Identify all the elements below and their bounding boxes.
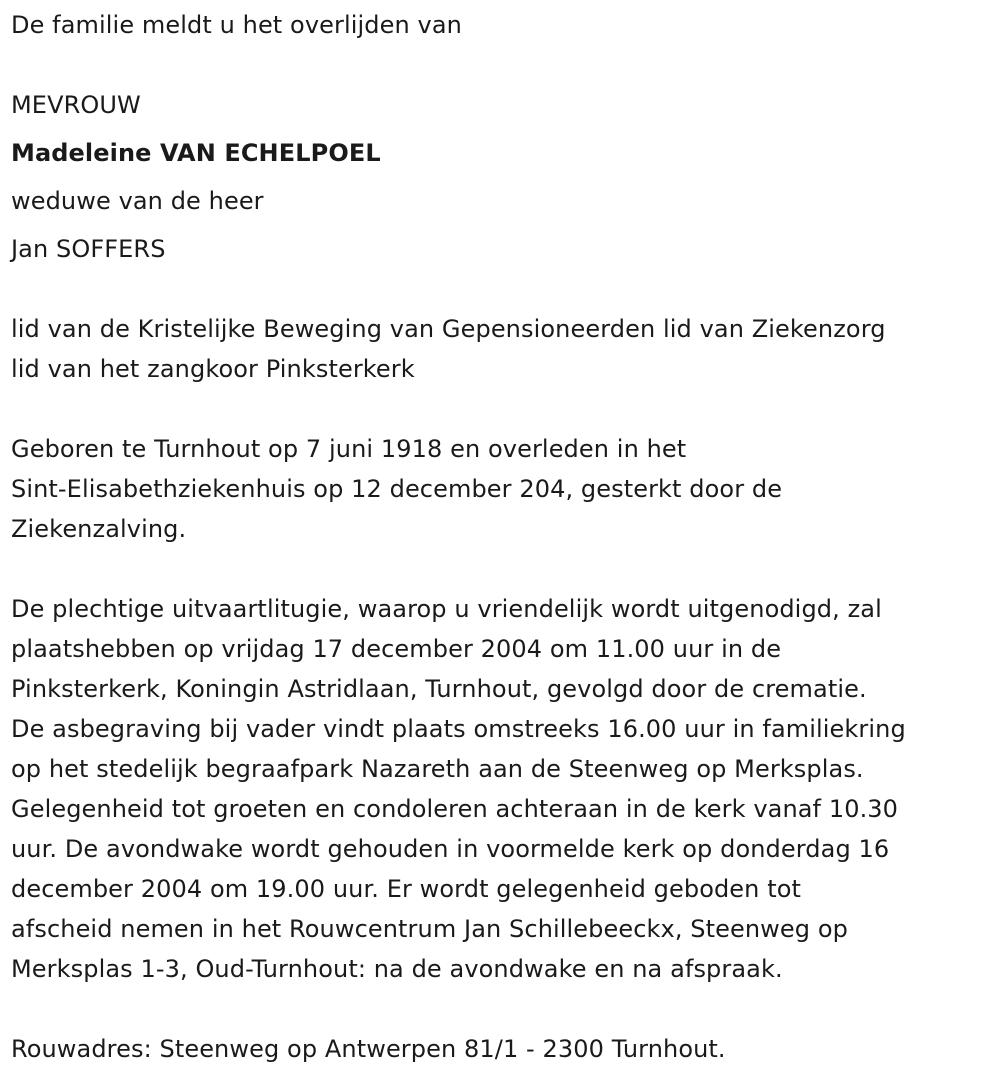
spouse-name: Jan SOFFERS xyxy=(11,235,166,263)
membership-line: lid van het zangkoor Pinksterkerk xyxy=(11,355,415,383)
honorific: MEVROUW xyxy=(11,91,141,119)
birth-death-line: Sint-Elisabethziekenhuis op 12 december 204, gesterkt door de xyxy=(11,475,783,503)
ceremony-line: afscheid nemen in het Rouwcentrum Jan Schillebeeckx, Steenweg op xyxy=(11,915,848,943)
ceremony-line: De plechtige uitvaartlitugie, waarop u vriendelijk wordt uitgenodigd, zal xyxy=(11,595,882,623)
membership-line: lid van de Kristelijke Beweging van Gepensioneerden lid van Ziekenzorg xyxy=(11,315,886,343)
ceremony-line: plaatshebben op vrijdag 17 december 2004 om 11.00 uur in de xyxy=(11,635,782,663)
deceased-name: Madeleine VAN ECHELPOEL xyxy=(11,139,381,167)
ceremony-line: Gelegenheid tot groeten en condoleren achteraan in de kerk vanaf 10.30 xyxy=(11,795,899,823)
ceremony-line: Pinksterkerk, Koningin Astridlaan, Turnhout, gevolgd door de crematie. xyxy=(11,675,867,703)
ceremony-line: De asbegraving bij vader vindt plaats omstreeks 16.00 uur in familiekring xyxy=(11,715,906,743)
intro-text: De familie meldt u het overlijden van xyxy=(11,11,462,39)
ceremony-line: uur. De avondwake wordt gehouden in voormelde kerk op donderdag 16 xyxy=(11,835,890,863)
relation-text: weduwe van de heer xyxy=(11,187,264,215)
birth-death-line: Ziekenzalving. xyxy=(11,515,187,543)
mourning-address: Rouwadres: Steenweg op Antwerpen 81/1 - 2300 Turnhout. xyxy=(11,1035,726,1063)
birth-death-line: Geboren te Turnhout op 7 juni 1918 en overleden in het xyxy=(11,435,687,463)
ceremony-line: op het stedelijk begraafpark Nazareth aan de Steenweg op Merksplas. xyxy=(11,755,864,783)
ceremony-line: Merksplas 1-3, Oud-Turnhout: na de avondwake en na afspraak. xyxy=(11,955,783,983)
ceremony-line: december 2004 om 19.00 uur. Er wordt gelegenheid geboden tot xyxy=(11,875,802,903)
